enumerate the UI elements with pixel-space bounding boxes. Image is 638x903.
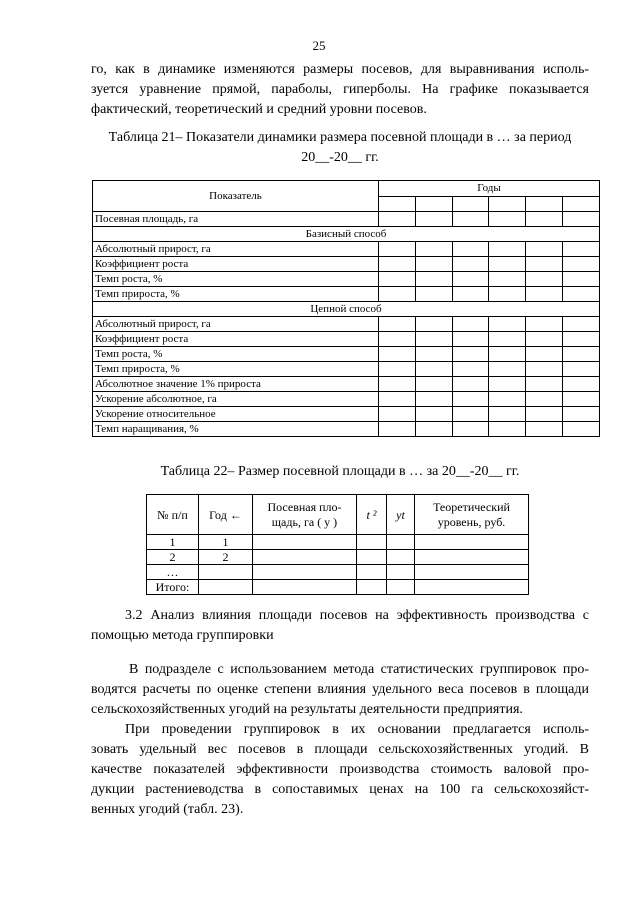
table21-caption bbox=[91, 128, 589, 168]
table21-section-base: Базисный способ bbox=[93, 227, 600, 242]
table21-row-label: Абсолютное значение 1% прироста bbox=[93, 377, 379, 392]
body-line: венных угодий (табл. 23). bbox=[91, 802, 244, 817]
table22-row-num: 1 bbox=[147, 535, 199, 550]
table22-col-t2: t ² bbox=[357, 495, 387, 535]
table21-row-label: Ускорение относительное bbox=[93, 407, 379, 422]
section-heading bbox=[91, 606, 589, 646]
table21-row-label: Темп роста, % bbox=[93, 347, 379, 362]
table21-row-label: Темп прироста, % bbox=[93, 362, 379, 377]
body-paragraph bbox=[91, 660, 589, 820]
table22-col-area: Посевная пло- щадь, га ( y ) bbox=[253, 495, 357, 535]
intro-paragraph bbox=[91, 60, 589, 120]
table22-row-year: 2 bbox=[199, 550, 253, 565]
table22-row-num: Итого: bbox=[147, 580, 199, 595]
table21-row-label: Темп роста, % bbox=[93, 272, 379, 287]
section-heading-line2: помощью метода группировки bbox=[91, 628, 274, 643]
section-heading-line1: 3.2 Анализ влияния площади посевов на эффективность производства с bbox=[125, 608, 589, 623]
table21-row-label: Темп наращивания, % bbox=[93, 422, 379, 437]
body-line: дукции растениеводства в сопоставимых ценах на 100 га сельскохозяйст- bbox=[91, 782, 589, 797]
page-number: 25 bbox=[312, 38, 326, 53]
table22-col-theor: Теоретический уровень, руб. bbox=[415, 495, 529, 535]
table22-row-num: … bbox=[147, 565, 199, 580]
table21-caption-line1: Таблица 21– Показатели динамики размера посевной площади в … за период bbox=[108, 130, 572, 145]
table21-caption-line2: 20__-20__ гг. bbox=[301, 150, 379, 165]
table21-row-label: Коэффициент роста bbox=[93, 257, 379, 272]
table22-row-year bbox=[199, 565, 253, 580]
table21-row-label: Посевная площадь, га bbox=[93, 212, 379, 227]
table21-row-label: Ускорение абсолютное, га bbox=[93, 392, 379, 407]
table21-header-indicator: Показатель bbox=[93, 181, 379, 212]
table22-caption: Таблица 22– Размер посевной площади в … за 20__-20__ гг. bbox=[160, 464, 520, 479]
table21-row-label: Коэффициент роста bbox=[93, 332, 379, 347]
table22-row-year bbox=[199, 580, 253, 595]
body-line: сельскохозяйственных угодий на результаты деятельности предприятия. bbox=[91, 702, 523, 717]
table22-row-year: 1 bbox=[199, 535, 253, 550]
body-line: В подразделе с использованием метода статистических группировок про- bbox=[129, 662, 589, 677]
table21-section-chain: Цепной способ bbox=[93, 302, 600, 317]
table22-col-yt: yt bbox=[387, 495, 415, 535]
intro-line: го, как в динамике изменяются размеры посевов, для выравнивания исполь- bbox=[91, 62, 589, 77]
intro-line: зуется уравнение прямой, параболы, гиперболы. На графике показывается bbox=[91, 82, 589, 97]
intro-line: фактический, теоретический и средний уровни посевов. bbox=[91, 102, 427, 117]
table21-header-years: Годы bbox=[379, 181, 600, 197]
body-line: зовать удельный вес посевов в площади сельскохозяйственных угодий. В bbox=[91, 742, 589, 757]
body-line: При проведении группировок в их основании предлагается исполь- bbox=[125, 722, 589, 737]
body-line: качестве показателей эффективности производства стоимость валовой про- bbox=[91, 762, 589, 777]
table22-row-num: 2 bbox=[147, 550, 199, 565]
table21-row-label: Темп прироста, % bbox=[93, 287, 379, 302]
table22-col-year: Год ← bbox=[199, 495, 253, 535]
table22 bbox=[146, 494, 529, 595]
table21 bbox=[92, 180, 600, 437]
year-symbol-icon: ← bbox=[229, 507, 242, 522]
table21-row-label: Абсолютный прирост, га bbox=[93, 242, 379, 257]
body-line: водятся расчеты по оценке степени влияния удельного веса посевов в площади bbox=[91, 682, 589, 697]
table21-row-label: Абсолютный прирост, га bbox=[93, 317, 379, 332]
table22-col-num: № п/п bbox=[147, 495, 199, 535]
